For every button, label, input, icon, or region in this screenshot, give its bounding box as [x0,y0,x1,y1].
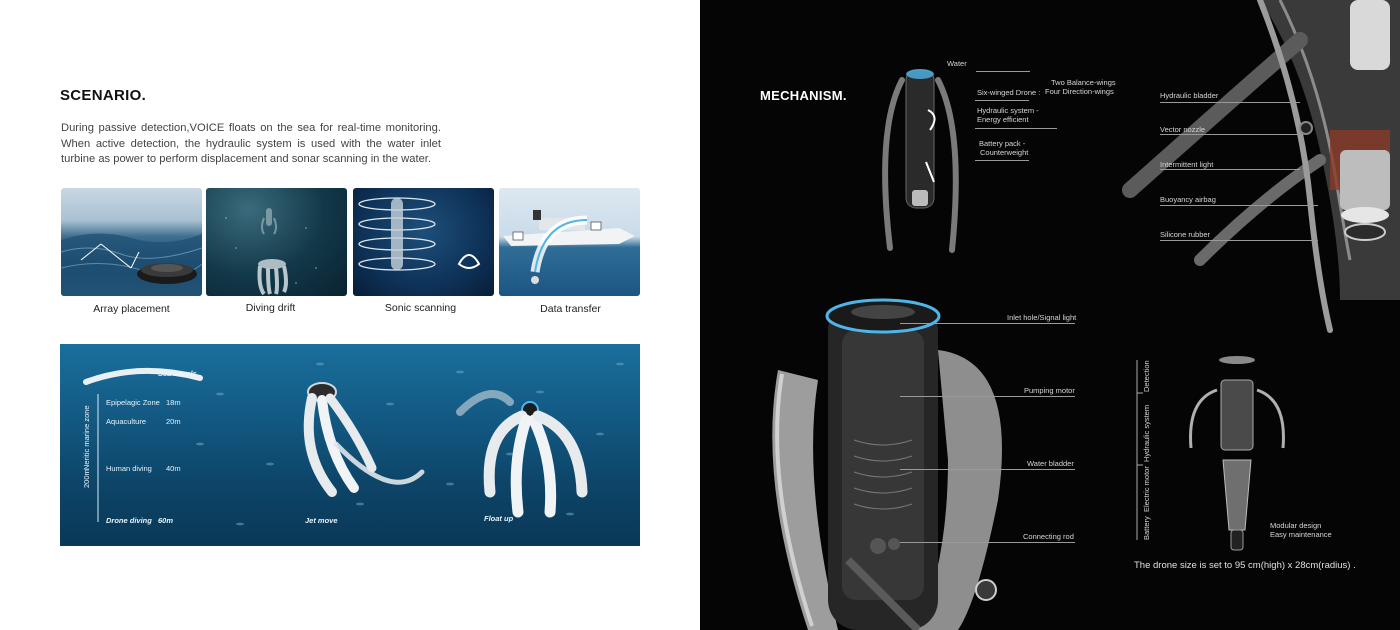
label-modular-1: Modular design [1270,521,1322,530]
label-battery-1: Battery pack - [979,139,1026,148]
label-modular-2: Easy maintenance [1270,530,1332,539]
leader-line [1160,240,1318,241]
label-hydraulic-2: Energy efficient [977,115,1029,124]
label-jet-move: Jet move [305,516,338,525]
label-epipelagic-depth: 18m [166,398,181,407]
leader-line [900,396,1075,397]
leader-line [976,71,1030,72]
label-human-diving-depth: 40m [166,464,181,473]
leader-line [1160,102,1300,103]
array-placement-illustration [61,188,202,296]
mechanism-title: MECHANISM. [760,88,847,103]
label-wings-1: Two Balance-wings [1051,78,1116,87]
mechanism-page [700,0,1400,630]
leader-line [975,160,1029,161]
label-vector-nozzle: Vector nozzle [1160,125,1206,134]
leader-line [1160,169,1300,170]
label-wings-2: Four Direction-wings [1045,87,1114,96]
tag-detection: Detection [1142,360,1151,392]
tag-battery: Battery [1142,516,1151,540]
caption-diving-drift: Diving drift [245,302,296,314]
leader-line [1160,205,1318,206]
sonic-scanning-illustration [353,188,494,296]
small-drone-illustration [885,69,956,250]
scenario-description: During passive detection,VOICE floats on the sea for real-time monitoring. When active detection, the hydraulic system is used with the water inlet turbine as power to perform displacement and sonar scanning in the water. [61,122,441,165]
thumbnail-data-transfer [499,188,640,296]
leader-line [900,469,1075,470]
label-water: Water [947,59,967,68]
label-hydraulic-1: Hydraulic system - [977,106,1039,115]
scenario-title: SCENARIO. [60,87,147,104]
label-zone-depth: 200m [82,469,91,488]
label-hydraulic-bladder: Hydraulic bladder [1160,91,1219,100]
thumbnail-array-placement [61,188,202,296]
label-intermittent-light: Intermittent light [1160,160,1214,169]
label-human-diving: Human diving [106,464,152,473]
caption-array-placement: Array placement [93,303,170,315]
tag-electric: Electric motor [1142,466,1151,512]
label-neritic-zone: Neritic marine zone [82,405,91,470]
section-drone-illustration [772,300,1002,630]
label-pumping-motor: Pumping motor [1024,386,1075,395]
leader-line [975,128,1057,129]
thumbnail-diving-drift [206,188,347,296]
label-buoyancy-airbag: Buoyancy airbag [1160,195,1216,204]
label-inlet-hole: Inlet hole/Signal light [1007,313,1077,322]
label-battery-2: Counterweight [980,148,1029,157]
leader-line [900,323,1075,324]
label-water-bladder: Water bladder [1027,459,1074,468]
leader-line [975,100,1029,101]
leader-line [1160,134,1300,135]
thumbnail-sonic-scanning [353,188,494,296]
label-float-up: Float up [484,514,514,523]
diving-drift-illustration [206,188,347,296]
leader-line [900,542,1075,543]
size-note: The drone size is set to 95 cm(high) x 28cm(radius) . [1134,560,1356,571]
label-aquaculture: Aquaculture [106,417,147,426]
data-transfer-illustration [499,188,640,296]
label-silicone-rubber: Silicone rubber [1160,230,1211,239]
label-six-winged: Six-winged Drone : [977,88,1041,97]
tag-hydraulic: Hydraulic system [1142,404,1151,462]
label-sea-levels: Sea Levels [158,369,197,378]
caption-data-transfer: Data transfer [540,303,601,315]
label-connecting-rod: Connecting rod [1023,532,1074,541]
caption-sonic-scanning: Sonic scanning [384,302,457,314]
label-drone-diving: Drone diving [106,516,152,525]
label-epipelagic: Epipelagic Zone [106,398,160,407]
label-drone-diving-depth: 60m [158,516,174,525]
label-aquaculture-depth: 20m [166,417,181,426]
